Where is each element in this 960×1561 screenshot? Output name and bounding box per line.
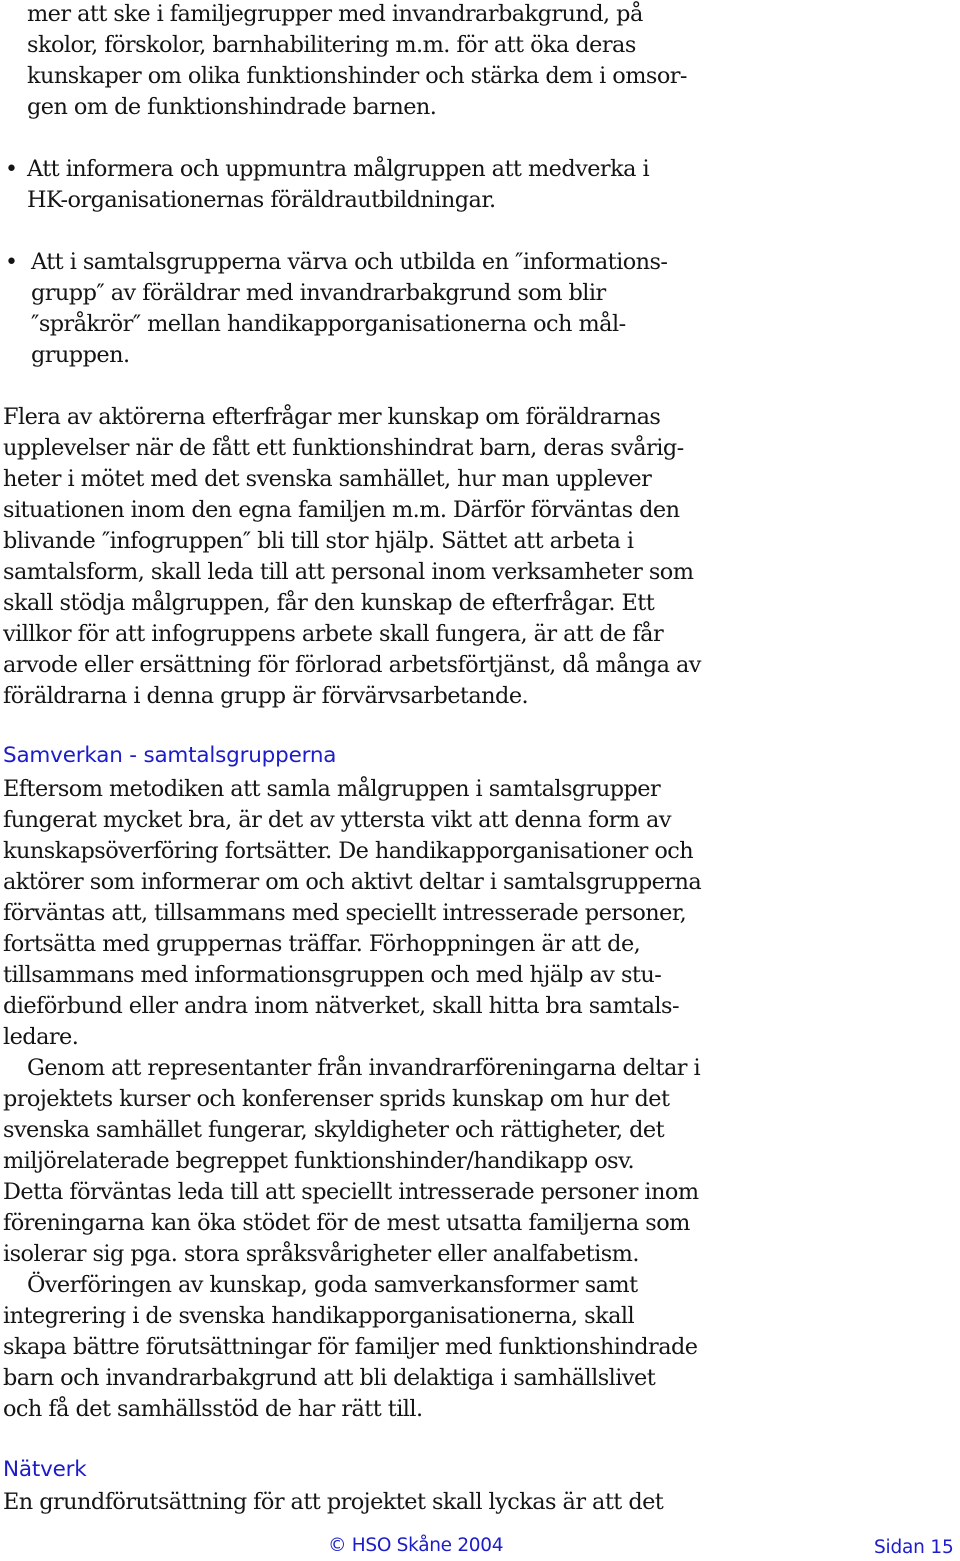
paragraph-line: miljörelaterade begreppet funktionshinder/handikapp osv. [3,1148,635,1174]
paragraph-line: fortsätta med gruppernas träffar. Förhoppningen är att de, [3,931,641,957]
paragraph-line: blivande ″infogruppen″ bli till stor hjälp. Sättet att arbeta i [3,528,634,554]
paragraph-line: aktörer som informerar om och aktivt deltar i samtalsgrupperna [3,869,702,895]
paragraph-line: samtalsform, skall leda till att personal inom verksamheter som [3,559,694,585]
paragraph-line: situationen inom den egna familjen m.m. Därför förväntas den [3,497,680,523]
paragraph-line: föräldrarna i denna grupp är förvärvsarbetande. [3,683,529,709]
paragraph-line: projektets kurser och konferenser sprids kunskap om hur det [3,1086,670,1112]
paragraph-line: isolerar sig pga. stora språksvårigheter eller analfabetism. [3,1241,639,1267]
paragraph-line: Överföringen av kunskap, goda samverkansformer samt [27,1272,638,1298]
intro-line: skolor, förskolor, barnhabilitering m.m. för att öka deras [27,32,636,58]
paragraph-line: fungerat mycket bra, är det av yttersta vikt att denna form av [3,807,671,833]
bullet-marker: • [5,250,18,275]
paragraph-line: ledare. [3,1024,79,1050]
paragraph-line: dieförbund eller andra inom nätverket, skall hitta bra samtals- [3,993,679,1019]
intro-line: gen om de funktionshindrade barnen. [27,94,437,120]
section-heading-natverk: Nätverk [3,1457,87,1482]
intro-line: kunskaper om olika funktionshinder och stärka dem i omsor- [27,63,687,89]
bullet-line: Att i samtalsgrupperna värva och utbilda en ″informations- [31,249,668,275]
section-heading-samverkan: Samverkan - samtalsgrupperna [3,743,337,768]
paragraph-line: skapa bättre förutsättningar för familjer med funktionshindrade [3,1334,698,1360]
paragraph-line: och få det samhällsstöd de har rätt till. [3,1396,423,1422]
paragraph-line: Flera av aktörerna efterfrågar mer kunskap om föräldrarnas [3,404,661,430]
paragraph-line: Eftersom metodiken att samla målgruppen i samtalsgrupper [3,776,661,802]
paragraph-line: heter i mötet med det svenska samhället, hur man upplever [3,466,652,492]
bullet-line: ″språkrör″ mellan handikapporganisationerna och mål- [31,311,626,337]
intro-line: mer att ske i familjegrupper med invandrarbakgrund, på [27,1,643,27]
paragraph-line: integrering i de svenska handikapporganisationerna, skall [3,1303,635,1329]
paragraph-line: svenska samhället fungerar, skyldigheter och rättigheter, det [3,1117,665,1143]
paragraph-line: Genom att representanter från invandrarföreningarna deltar i [27,1055,701,1081]
paragraph-line: upplevelser när de fått ett funktionshindrat barn, deras svårig- [3,435,684,461]
paragraph-line: Detta förväntas leda till att speciellt intresserade personer inom [3,1179,699,1205]
paragraph-line: tillsammans med informationsgruppen och med hjälp av stu- [3,962,662,988]
bullet-line: grupp″ av föräldrar med invandrarbakgrund som blir [31,280,606,306]
bullet-line: gruppen. [31,342,130,368]
footer-copyright: © HSO Skåne 2004 [328,1535,504,1556]
paragraph-line: förväntas att, tillsammans med speciellt intresserade personer, [3,900,687,926]
paragraph-line: arvode eller ersättning för förlorad arbetsförtjänst, då många av [3,652,701,678]
paragraph-line: skall stödja målgruppen, får den kunskap de efterfrågar. Ett [3,590,655,616]
footer-page-number: Sidan 15 [874,1537,954,1558]
paragraph-line: föreningarna kan öka stödet för de mest utsatta familjerna som [3,1210,690,1236]
bullet-line: HK-organisationernas föräldrautbildningar. [27,187,496,213]
paragraph-line: En grundförutsättning för att projektet skall lyckas är att det [3,1489,664,1515]
paragraph-line: villkor för att infogruppens arbete skall fungera, är att de får [3,621,664,647]
bullet-line: Att informera och uppmuntra målgruppen att medverka i [27,156,650,182]
paragraph-line: kunskapsöverföring fortsätter. De handikapporganisationer och [3,838,694,864]
paragraph-line: barn och invandrarbakgrund att bli delaktiga i samhällslivet [3,1365,656,1391]
bullet-marker: • [5,157,18,182]
